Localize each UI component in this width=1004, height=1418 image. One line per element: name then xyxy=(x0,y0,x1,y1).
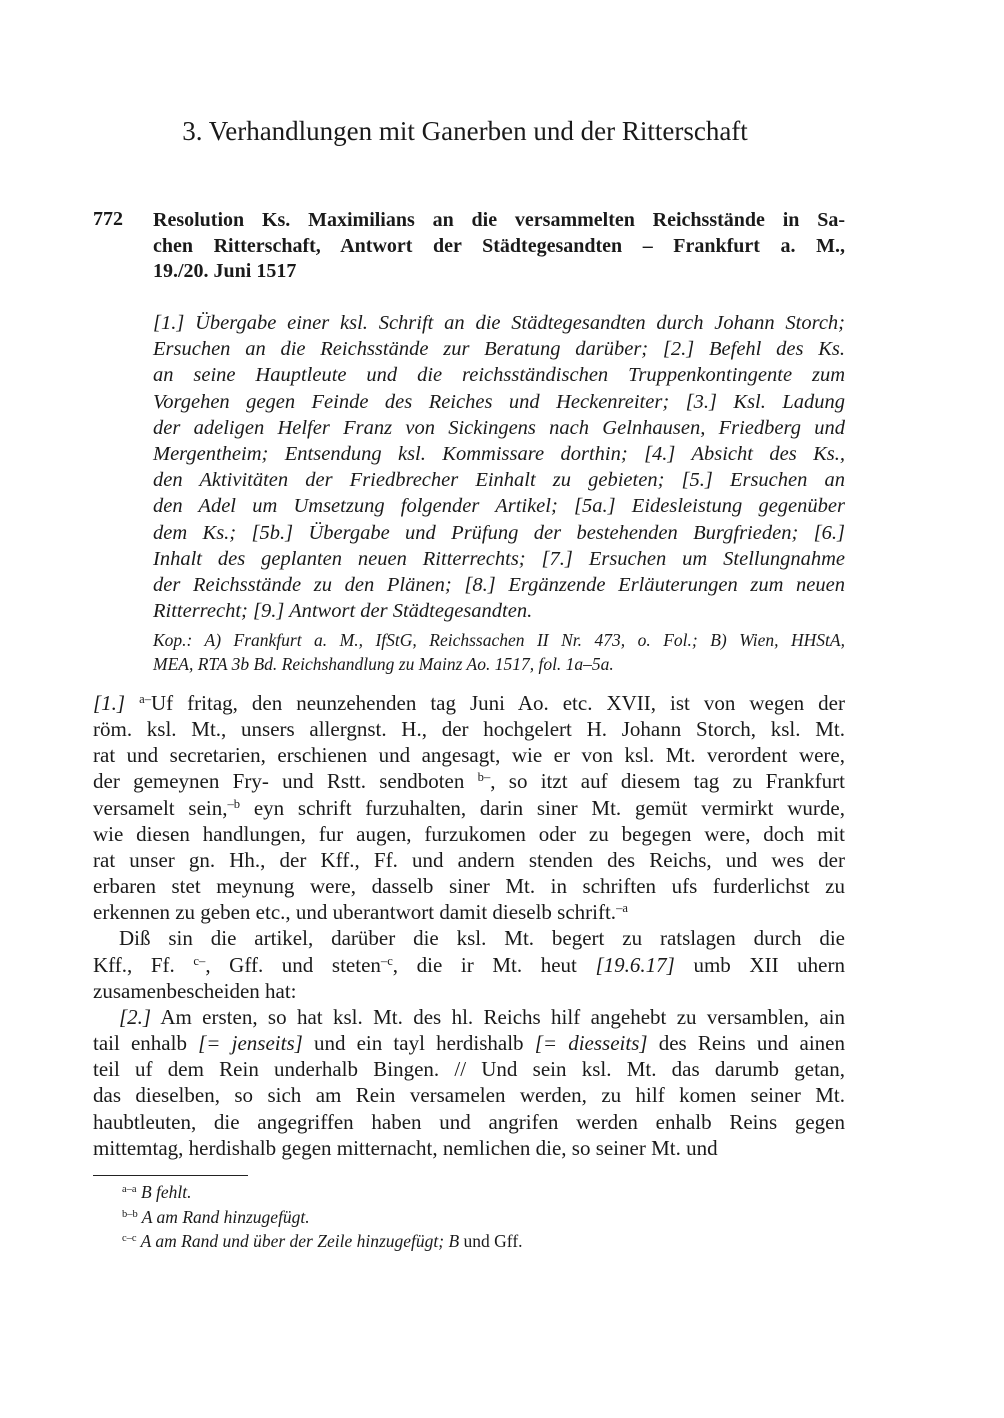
text-line xyxy=(93,873,845,899)
note-marker: b– xyxy=(477,770,491,785)
note-marker: –a xyxy=(616,901,628,916)
summary-line: Vorgehen gegen Feinde des Reiches und Heckenreiter; [3.] Ksl. Ladung xyxy=(153,390,845,413)
summary-line: den Adel um Umsetzung folgender Artikel; [5a.] Eidesleistung gegenüber xyxy=(153,495,845,518)
text-segment: [2.] xyxy=(119,1004,152,1029)
text-segment: rat unser gn. Hh., der Kff., Ff. und andern stenden des Reichs, und wes der xyxy=(93,847,845,872)
text-line xyxy=(93,1109,845,1135)
text-segment: erbaren stet meynung were, dasselb siner Mt. in schriften ufs furderlichst zu xyxy=(93,874,845,899)
note-marker: –b xyxy=(227,796,241,811)
copy-sources xyxy=(153,629,845,676)
note-marker: a–a xyxy=(122,1184,137,1196)
text-line xyxy=(93,1056,845,1082)
text-segment: röm. ksl. Mt., unsers allergnst. H., der hochgelert H. Johann Storch, ksl. Mt. xyxy=(93,717,845,742)
text-segment: [1.] xyxy=(93,691,140,715)
text-segment: teil uf dem Rein underhalb Bingen. // Und sein ksl. Mt. das darumb getan, xyxy=(93,1057,845,1082)
chapter-title: 3. Verhandlungen mit Ganerben und der Ritterschaft xyxy=(182,116,748,146)
summary-line: dem Ks.; [5b.] Übergabe und Prüfung der bestehenden Burgfrieden; [6.] xyxy=(153,521,845,544)
text-line xyxy=(93,899,845,925)
text-segment: und ein tayl herdishalb xyxy=(302,1031,535,1056)
note-marker: c–c xyxy=(122,1233,137,1245)
text-segment: eyn schrift furzuhalten, darin siner Mt. gemüt vermirkt wurde, xyxy=(240,795,845,820)
text-segment: tail enhalb xyxy=(93,1031,199,1056)
footnotes xyxy=(122,1180,523,1254)
document-body xyxy=(93,690,845,1161)
summary-line: den Aktivitäten der Friedbrecher Einhalt zu gebieten; [5.] Ersuchen an xyxy=(153,469,845,492)
heading-line: 19./20. Juni 1517 xyxy=(153,260,297,282)
note-marker: a– xyxy=(139,692,151,707)
text-segment: [= diesseits] xyxy=(534,1031,648,1056)
entry-summary xyxy=(153,310,845,624)
text-line xyxy=(93,1004,845,1030)
text-segment: mittemtag, herdishalb gegen mitternacht, nemlichen die, so seiner Mt. und xyxy=(93,1135,718,1160)
note-marker: b–b xyxy=(122,1208,138,1220)
text-segment: wie diesen handlungen, fur augen, furzukomen oder zu begegen were, doch mit xyxy=(93,821,845,846)
text-segment: , so itzt auf diesem tag zu Frankfurt xyxy=(490,769,845,794)
footnote xyxy=(122,1180,523,1205)
text-segment: Am ersten, so hat ksl. Mt. des hl. Reichs hilf angehebt zu versamblen, ain xyxy=(151,1004,845,1029)
text-line xyxy=(93,716,845,742)
text-segment: B fehlt. xyxy=(136,1182,192,1202)
entry-heading xyxy=(153,208,845,285)
summary-line: Inhalt des geplanten neuen Ritterrechts; [7.] Ersuchen um Stellungnahme xyxy=(153,547,845,570)
text-line xyxy=(93,821,845,847)
text-segment: A am Rand hinzugefügt. xyxy=(137,1206,310,1227)
text-segment: umb XII uhern xyxy=(674,952,845,977)
text-line xyxy=(93,742,845,768)
text-segment: Kff., Ff. xyxy=(93,952,194,977)
summary-line: Ritterrecht; [9.] Antwort der Städtegesandten. xyxy=(153,600,533,623)
summary-line: an seine Hauptleute und die reichsständischen Truppenkontingente zum xyxy=(153,364,845,387)
text-line xyxy=(93,690,845,716)
text-segment: zusamenbescheiden hat: xyxy=(93,978,297,1003)
footnote-divider xyxy=(93,1175,248,1176)
text-segment: A am Rand und über der Zeile hinzugefügt; B xyxy=(136,1231,460,1251)
note-marker: –c xyxy=(380,953,393,968)
text-segment: das dieselben, so sich am Rein versamelen werden, zu hilf komen seiner Mt. xyxy=(93,1083,845,1108)
text-line xyxy=(93,978,845,1004)
text-line xyxy=(93,795,845,821)
heading-line: Resolution Ks. Maximilians an die versammelten Reichsstände in Sa- xyxy=(153,209,845,231)
text-line xyxy=(93,1030,845,1056)
summary-line: der Reichsstände zu den Plänen; [8.] Ergänzende Erläuterungen zum neuen xyxy=(153,574,845,597)
kop-line: Kop.: A) Frankfurt a. M., IfStG, Reichssachen II Nr. 473, o. Fol.; B) Wien, HHStA, xyxy=(153,630,845,650)
text-segment: , Gff. und steten xyxy=(205,952,381,977)
text-segment: erkennen zu geben etc., und uberantwort damit dieselb schrift. xyxy=(93,900,617,925)
summary-line: [1.] Übergabe einer ksl. Schrift an die Städtegesandten durch Johann Storch; xyxy=(153,312,845,334)
text-segment: Uf fritag, den neunzehenden tag Juni Ao. etc. XVII, ist von wegen der xyxy=(151,691,845,715)
text-segment: , die ir Mt. heut xyxy=(392,952,596,977)
text-segment: [19.6.17] xyxy=(595,952,675,977)
text-segment: haubtleuten, die angegriffen haben und angrifen werden enhalb Reins gegen xyxy=(93,1109,845,1134)
text-line xyxy=(93,768,845,794)
summary-line: Ersuchen an die Reichsstände zur Beratung darüber; [2.] Befehl des Ks. xyxy=(153,338,845,361)
text-segment: rat und secretarien, erschienen und angesagt, wie er von ksl. Mt. verordent were, xyxy=(93,743,845,768)
text-segment: des Reins und ainen xyxy=(647,1031,845,1056)
footnote xyxy=(122,1229,523,1254)
text-line xyxy=(93,1082,845,1108)
text-line xyxy=(93,1135,845,1161)
text-line xyxy=(93,952,845,978)
text-segment: Diß sin die artikel, darüber die ksl. Mt. begert zu ratslagen durch die xyxy=(119,926,845,951)
summary-line: Mergentheim; Entsendung ksl. Kommissare dorthin; [4.] Absicht des Ks., xyxy=(153,443,845,466)
text-line xyxy=(93,925,845,951)
text-segment: [= jenseits] xyxy=(198,1031,303,1056)
summary-line: der adeligen Helfer Franz von Sickingens nach Gelnhausen, Friedberg und xyxy=(153,416,845,439)
text-segment: der gemeynen Fry- und Rstt. sendboten xyxy=(93,769,478,794)
entry-number: 772 xyxy=(93,208,123,230)
text-segment: versamelt sein, xyxy=(93,795,228,820)
text-line xyxy=(93,847,845,873)
kop-line: MEA, RTA 3b Bd. Reichshandlung zu Mainz Ao. 1517, fol. 1a–5a. xyxy=(153,653,614,674)
footnote xyxy=(122,1205,523,1230)
heading-line: chen Ritterschaft, Antwort der Städtegesandten – Frankfurt a. M., xyxy=(153,234,845,257)
note-marker: c– xyxy=(193,953,206,968)
text-segment: und Gff. xyxy=(459,1231,523,1251)
